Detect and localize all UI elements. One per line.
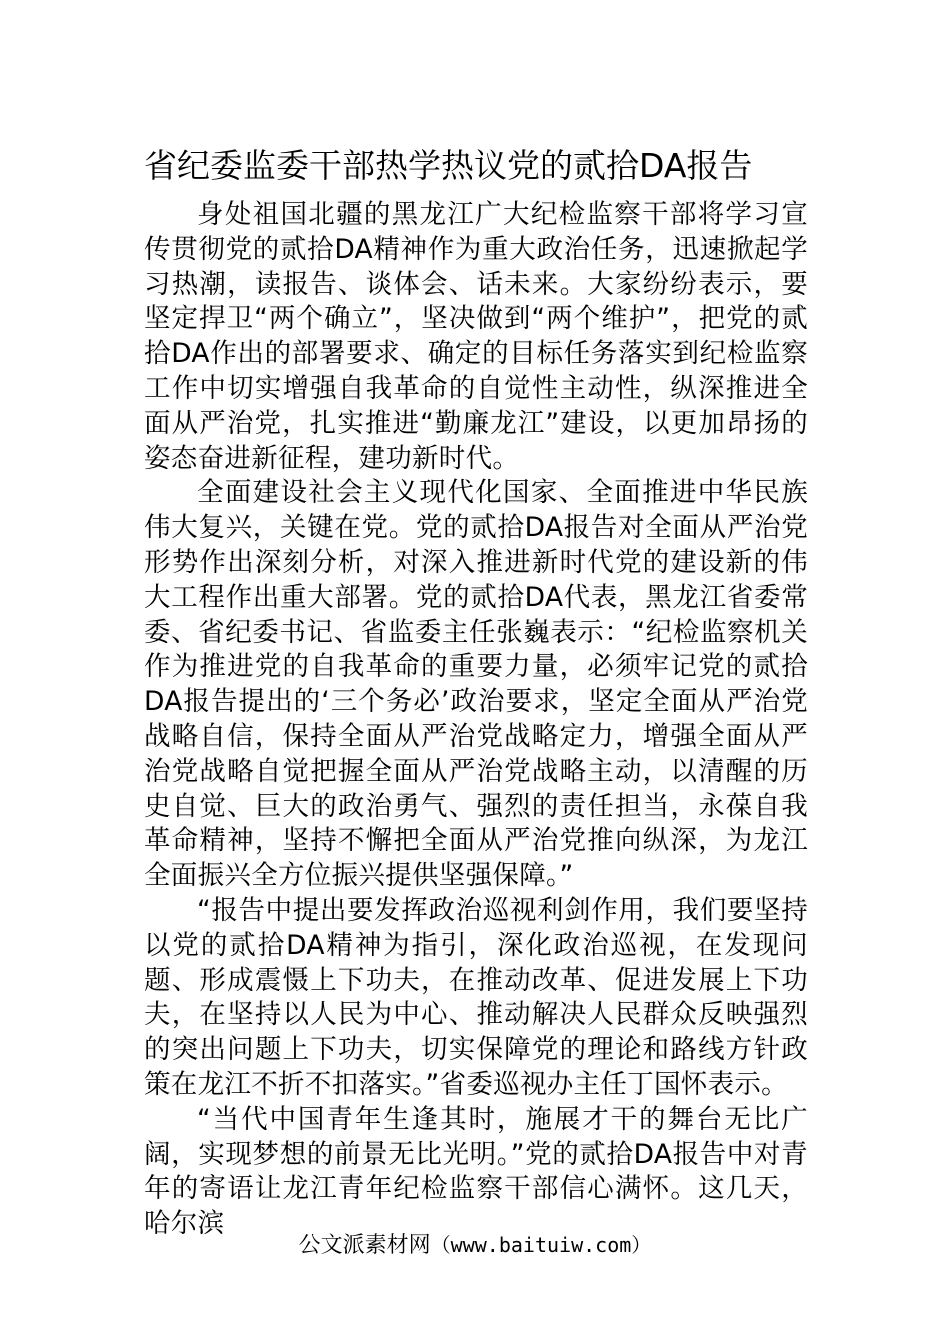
paragraph-3: “报告中提出要发挥政治巡视利剑作用，我们要坚持以党的贰拾DA精神为指引，深化政治巡视，在发现问题、形成震慑上下功夫，在推动改革、促进发展上下功夫，在坚持以人民为中心、推动解决人民群众反映强烈的突出问题上下功夫，切实保障党的理论和路线方针政策在龙江不折不扣落实。”省委巡视办主任丁国怀表示。 <box>144 894 808 1100</box>
paragraph-1: 身处祖国北疆的黑龙江广大纪检监察干部将学习宣传贯彻党的贰拾DA精神作为重大政治任务，迅速掀起学习热潮，读报告、谈体会、话未来。大家纷纷表示，要坚定捍卫“两个确立”，坚决做到“两个维护”，把党的贰拾DA作出的部署要求、确定的目标任务落实到纪检监察工作中切实增强自我革命的自觉性主动性，纵深推进全面从严治党，扎实推进“勤廉龙江”建设，以更加昂扬的姿态奋进新征程，建功新时代。 <box>144 199 808 474</box>
document-body <box>144 198 808 1242</box>
footer-url: （www.baituiw.com） <box>430 1233 652 1257</box>
page-footer <box>0 1228 950 1263</box>
paragraph-4: “当代中国青年生逢其时，施展才干的舞台无比广阔，实现梦想的前景无比光明。”党的贰拾DA报告中对青年的寄语让龙江青年纪检监察干部信心满怀。这几天，哈尔滨 <box>144 1103 808 1240</box>
footer-site-name: 公文派素材网 <box>298 1233 431 1258</box>
document-title: 省纪委监委干部热学热议党的贰拾DA报告 <box>144 146 753 185</box>
paragraph-2: 全面建设社会主义现代化国家、全面推进中华民族伟大复兴，关键在党。党的贰拾DA报告对全面从严治党形势作出深刻分析，对深入推进新时代党的建设新的伟大工程作出重大部署。党的贰拾DA代表，黑龙江省委常委、省纪委书记、省监委主任张巍表示：“纪检监察机关作为推进党的自我革命的重要力量，必须牢记党的贰拾DA报告提出的‘三个务必’政治要求，坚定全面从严治党战略自信，保持全面从严治党战略定力，增强全面从严治党战略自觉把握全面从严治党战略主动，以清醒的历史自觉、巨大的政治勇气、强烈的责任担当，永葆自我革命精神，坚持不懈把全面从严治党推向纵深，为龙江全面振兴全方位振兴提供坚强保障。” <box>144 477 808 892</box>
